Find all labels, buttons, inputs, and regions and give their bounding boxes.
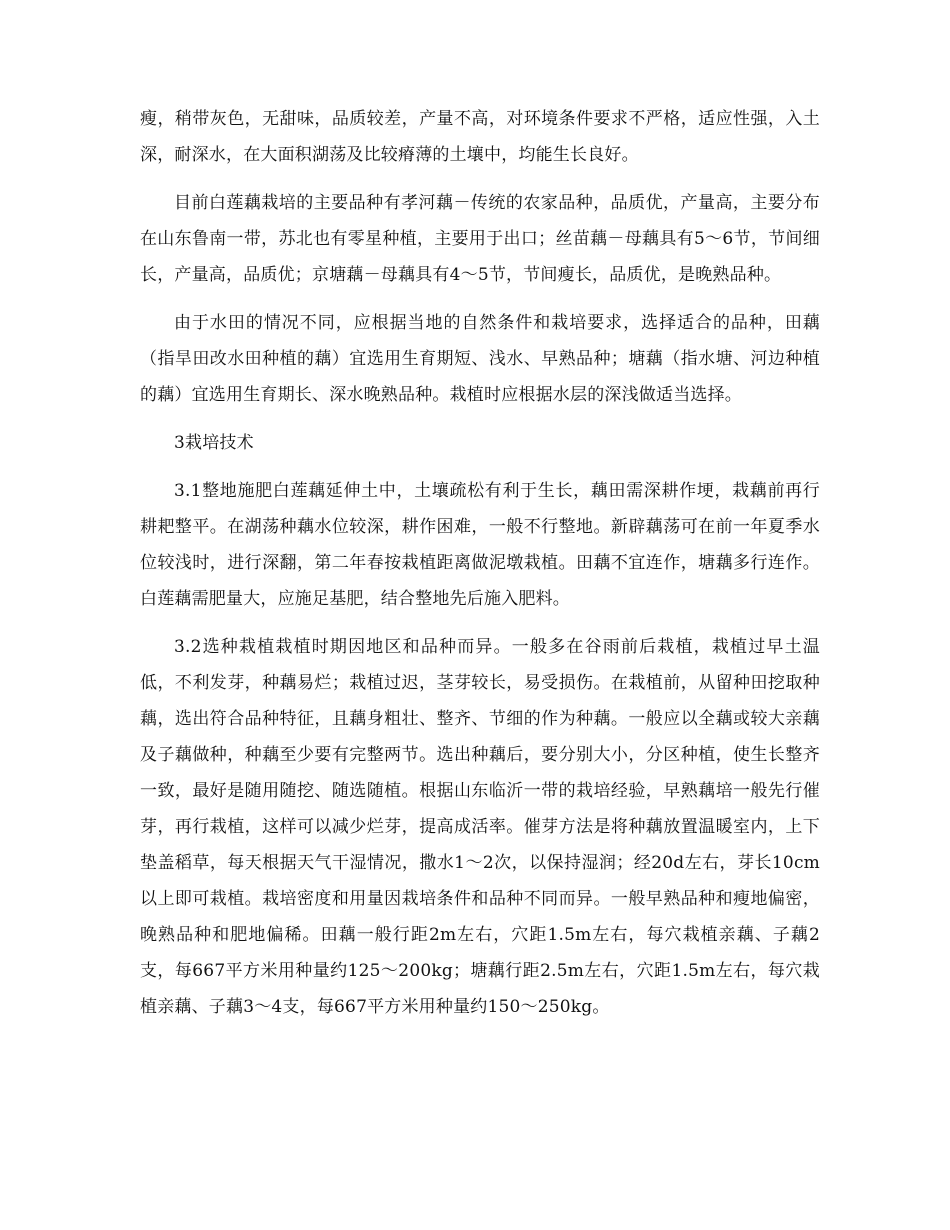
paragraph-continued: 瘦，稍带灰色，无甜味，品质较差，产量不高，对环境条件要求不严格，适应性强，入土深，耐深水，在大面积湖荡及比较瘠薄的土壤中，均能生长良好。 <box>140 109 820 165</box>
section-heading: 3栽培技术 <box>174 433 254 453</box>
paragraph-varieties: 目前白莲藕栽培的主要品种有孝河藕－传统的农家品种，品质优，产量高，主要分布在山东鲁南一带，苏北也有零星种植，主要用于出口；丝苗藕－母藕具有5～6节，节间细长，产量高，品质优；京塘藕－母藕具有4～5节，节间瘦长，品质优，是晚熟品种。 <box>140 193 820 285</box>
subsection-soil-fertilization: 3.1整地施肥白莲藕延伸土中，土壤疏松有利于生长，藕田需深耕作埂，栽藕前再行耕耙整平。在湖荡种藕水位较深，耕作困难，一般不行整地。新辟藕荡可在前一年夏季水位较浅时，进行深翻，第二年春按栽植距离做泥墩栽植。田藕不宜连作，塘藕多行连作。白莲藕需肥量大，应施足基肥，结合整地先后施入肥料。 <box>140 481 820 609</box>
subsection-seed-planting: 3.2选种栽植栽植时期因地区和品种而异。一般多在谷雨前后栽植，栽植过早土温低，不利发芽，种藕易烂；栽植过迟，茎芽较长，易受损伤。在栽植前，从留种田挖取种藕，选出符合品种特征，且藕身粗壮、整齐、节细的作为种藕。一般应以全藕或较大亲藕及子藕做种，种藕至少要有完整两节。选出种藕后，要分别大小，分区种植，使生长整齐一致，最好是随用随挖、随选随植。根据山东临沂一带的栽培经验，早熟藕培一般先行催芽，再行栽植，这样可以减少烂芽，提高成活率。催芽方法是将种藕放置温暖室内，上下垫盖稻草，每天根据天气干湿情况，撒水1～2次，以保持湿润；经20d左右，芽长10cm以上即可栽植。栽培密度和用量因栽培条件和品种不同而异。一般早熟品种和瘦地偏密，晚熟品种和肥地偏稀。田藕一般行距2m左右，穴距1.5m左右，每穴栽植亲藕、子藕2支，每667平方米用种量约125～200kg；塘藕行距2.5m左右，穴距1.5m左右，每穴栽植亲藕、子藕3～4支，每667平方米用种量约150～250kg。 <box>140 637 820 1017</box>
document-body <box>140 101 820 1037</box>
paragraph-selection: 由于水田的情况不同，应根据当地的自然条件和栽培要求，选择适合的品种，田藕（指旱田改水田种植的藕）宜选用生育期短、浅水、早熟品种；塘藕（指水塘、河边种植的藕）宜选用生育期长、深水晚熟品种。栽植时应根据水层的深浅做适当选择。 <box>140 313 820 405</box>
